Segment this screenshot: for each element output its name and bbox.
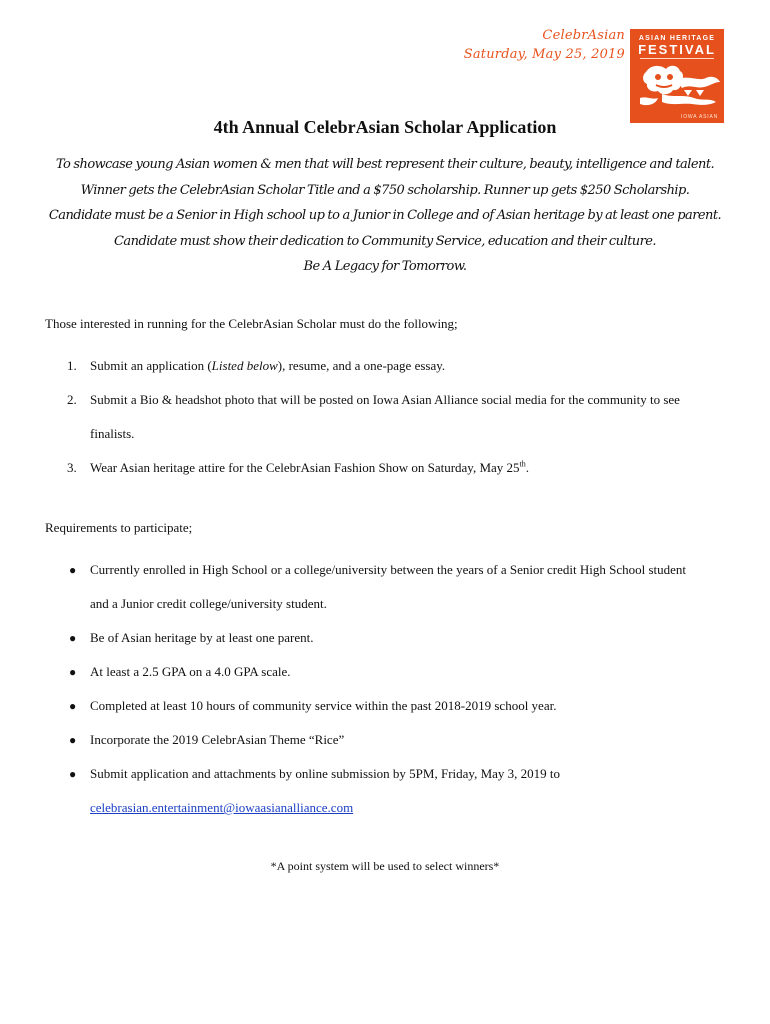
intro-line: To showcase young Asian women & men that will best represent their culture, beauty, intelligence and talent. — [55, 157, 715, 172]
superscript: th — [519, 459, 526, 469]
requirement-text: Be of Asian heritage by at least one parent. — [90, 630, 314, 645]
event-date: Saturday, May 25, 2019 — [463, 47, 625, 62]
requirements-list — [45, 553, 735, 825]
email-link[interactable]: celebrasian.entertainment@iowaasianalliance.com — [90, 800, 354, 815]
bullet-icon: ● — [69, 631, 77, 645]
intro-line: Be A Legacy for Tomorrow. — [303, 259, 467, 275]
requirement-text: Submit application and attachments by online submission by 5PM, Friday, May 3, 2019 to — [90, 766, 561, 781]
list-item — [45, 451, 735, 485]
logo-footer: IOWA ASIAN — [681, 114, 718, 120]
intro-line: Winner gets the CelebrAsian Scholar Title and a $750 scholarship. Runner up gets $250 Scholarship. — [80, 182, 690, 198]
list-item — [45, 757, 735, 825]
list-number: 3. — [67, 460, 77, 475]
list-item — [45, 553, 735, 621]
list-item — [45, 723, 735, 757]
list-item — [45, 621, 735, 655]
bullet-icon: ● — [69, 767, 77, 781]
step-text: Submit an application ( — [90, 358, 212, 373]
festival-logo — [630, 29, 724, 123]
bullet-icon: ● — [69, 733, 77, 747]
list-item — [45, 655, 735, 689]
requirement-text: Incorporate the 2019 CelebrAsian Theme “Rice” — [90, 732, 345, 747]
logo-line-1: ASIAN HERITAGE — [638, 35, 716, 42]
intro-line: Candidate must show their dedication to Community Service, education and their culture. — [114, 233, 656, 249]
bullet-icon: ● — [69, 563, 77, 577]
steps-intro: Those interested in running for the CelebrAsian Scholar must do the following; — [45, 316, 458, 331]
dragon-lion-icon — [632, 60, 722, 112]
intro-line: Candidate must be a Senior in High school up to a Junior in College and of Asian heritage by at least one parent. — [48, 208, 722, 224]
list-item — [45, 689, 735, 723]
requirement-text: Completed at least 10 hours of community service within the past 2018-2019 school year. — [90, 698, 557, 713]
steps-list — [45, 349, 735, 485]
list-item — [45, 349, 735, 383]
logo-divider — [640, 58, 714, 59]
intro-block — [20, 152, 750, 280]
requirements-intro: Requirements to participate; — [45, 520, 193, 535]
event-info — [464, 26, 625, 64]
bullet-icon: ● — [69, 665, 77, 679]
bullet-icon: ● — [69, 699, 77, 713]
step-text: Submit a Bio & headshot photo that will be posted on Iowa Asian Alliance social media for the community to see — [90, 392, 680, 407]
step-text: . — [525, 460, 530, 475]
event-name: CelebrAsian — [542, 28, 625, 43]
step-text: ), resume, and a one-page essay. — [277, 358, 446, 373]
step-text: finalists. — [90, 426, 135, 441]
step-text: Wear Asian heritage attire for the CelebrAsian Fashion Show on Saturday, May 25 — [90, 460, 520, 475]
logo-line-2: FESTIVAL — [638, 42, 716, 57]
step-emphasis: Listed below — [211, 358, 278, 373]
footnote: *A point system will be used to select winners* — [270, 859, 500, 873]
requirement-text: and a Junior credit college/university student. — [90, 596, 327, 611]
requirement-text: Currently enrolled in High School or a college/university between the years of a Senior credit High School student — [90, 562, 687, 577]
list-number: 1. — [67, 358, 77, 373]
page-title: 4th Annual CelebrAsian Scholar Application — [213, 117, 557, 137]
list-number: 2. — [67, 392, 77, 407]
list-item — [45, 383, 735, 451]
requirement-text: At least a 2.5 GPA on a 4.0 GPA scale. — [90, 664, 291, 679]
